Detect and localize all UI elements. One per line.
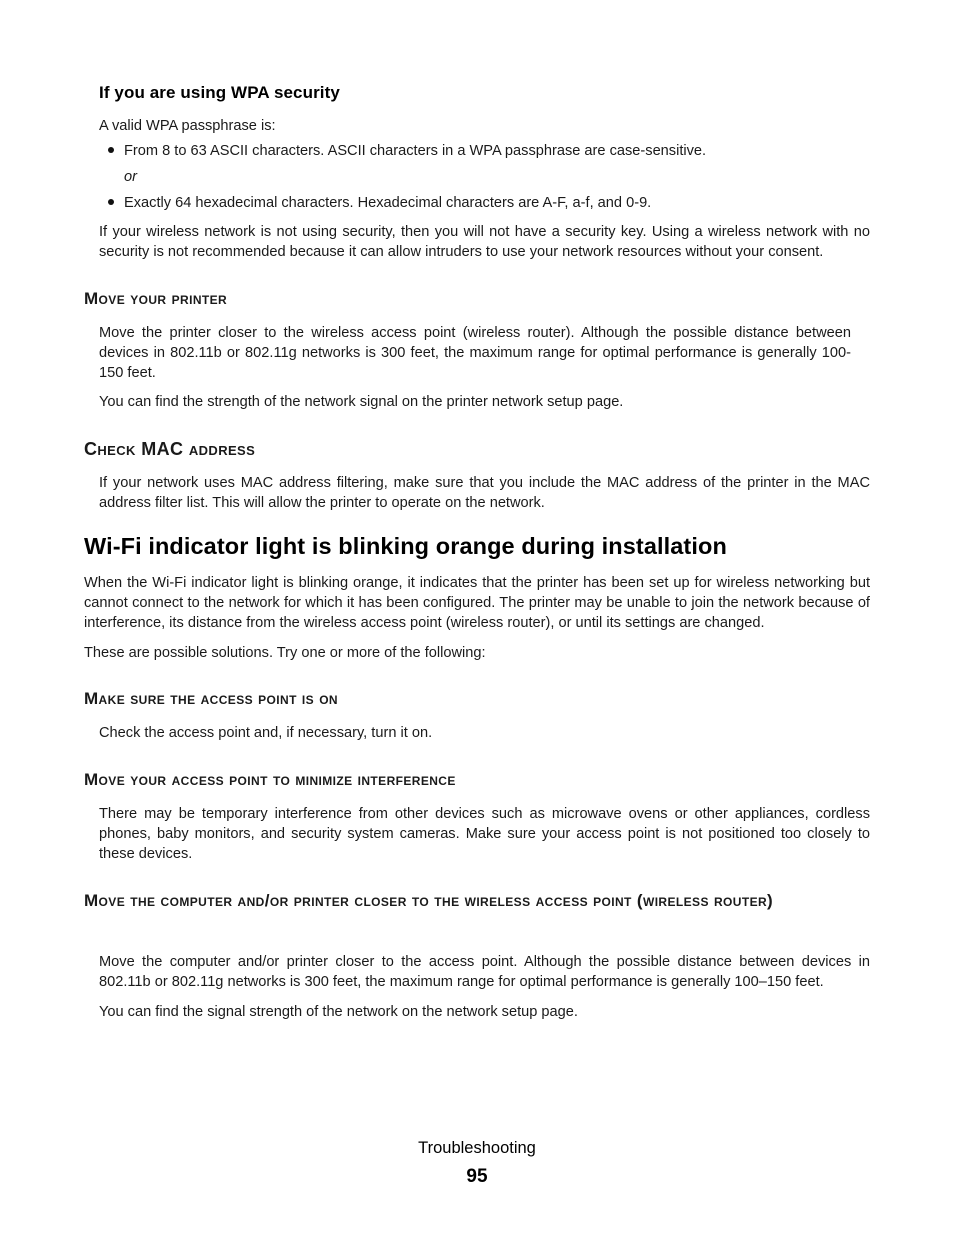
bullet-dot-icon	[108, 147, 114, 153]
wpa-bullet-2: Exactly 64 hexadecimal characters. Hexadecimal characters are A-F, a-f, and 0-9.	[124, 195, 652, 211]
bullet-dot-icon	[108, 199, 114, 205]
wifi-blinking-orange-heading: Wi-Fi indicator light is blinking orange during installation	[84, 533, 727, 559]
wpa-or-label: or	[124, 169, 137, 185]
access-point-on-heading: Make sure the access point is on	[84, 689, 338, 708]
access-point-on-para-1: Check the access point and, if necessary, turn it on.	[99, 725, 433, 741]
move-printer-heading: Move your printer	[84, 289, 228, 308]
move-closer-para-1: Move the computer and/or printer closer to the access point. Although the possible distance between devices in 802.11b or 802.11g networks is 300 feet, the maximum range for optimal performance is generally 100–150 feet.	[99, 954, 870, 990]
move-access-point-heading: Move your access point to minimize interference	[84, 770, 456, 789]
move-closer-para-2: You can find the signal strength of the network on the network setup page.	[99, 1004, 578, 1020]
wpa-intro-text: A valid WPA passphrase is:	[99, 118, 276, 134]
move-printer-para-2: You can find the strength of the network signal on the printer network setup page.	[99, 394, 624, 410]
wpa-bullet-1: From 8 to 63 ASCII characters. ASCII characters in a WPA passphrase are case-sensitive.	[124, 143, 707, 159]
wpa-security-heading: If you are using WPA security	[99, 83, 340, 102]
check-mac-heading: Check MAC address	[84, 439, 256, 459]
wpa-no-security-note: If your wireless network is not using security, then you will not have a security key. Using a wireless network with no security is not recommended because it can allow intruders to use your network resources without your consent.	[99, 224, 870, 260]
page-number: 95	[466, 1166, 488, 1187]
check-mac-para-1: If your network uses MAC address filtering, make sure that you include the MAC address of the printer in the MAC address filter list. This will allow the printer to operate on the network.	[99, 475, 870, 511]
move-printer-para-1: Move the printer closer to the wireless access point (wireless router). Although the possible distance between devices in 802.11b or 802.11g networks is 300 feet, the maximum range for optimal performance is generally 100-150 feet.	[99, 325, 851, 381]
move-access-point-para-1: There may be temporary interference from other devices such as microwave ovens or other appliances, cordless phones, baby monitors, and security system cameras. Make sure your access point is not positioned too closely to these devices.	[99, 806, 870, 862]
wifi-para-1: When the Wi-Fi indicator light is blinking orange, it indicates that the printer has been set up for wireless networking but cannot connect to the network for which it has been configured. The printer may be unable to join the network because of interference, its distance from the wireless access point (wireless router), or until its settings are changed.	[84, 575, 870, 631]
footer-section-name: Troubleshooting	[418, 1139, 536, 1157]
wifi-para-2: These are possible solutions. Try one or more of the following:	[84, 645, 486, 661]
move-closer-heading: Move the computer and/or printer closer to the wireless access point (wireless router)	[84, 891, 774, 910]
